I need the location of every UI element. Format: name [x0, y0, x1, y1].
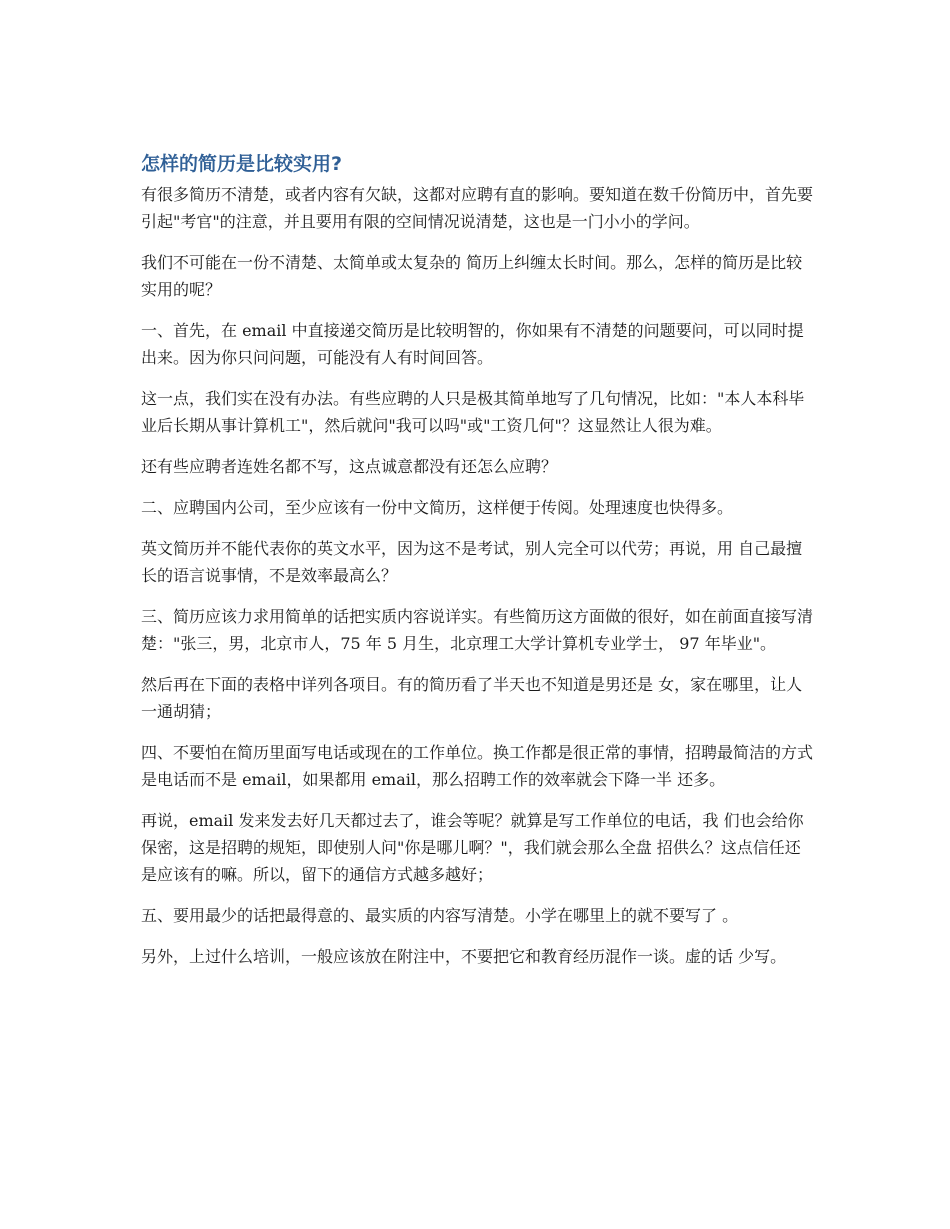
paragraph: 这一点，我们实在没有办法。有些应聘的人只是极其简单地写了几句情况，比如："本人本科毕业后长期从事计算机工"，然后就问"我可以吗"或"工资几何"？这显然让人很为难。: [141, 389, 805, 435]
paragraph: 再说，email 发来发去好几天都过去了，谁会等呢？就算是写工作单位的电话，我 们也会给你保密，这是招聘的规矩，即使别人问"你是哪儿啊？"，我们就会那么全盘 招供么？这点信任还是应该有的嘛。所以，留下的通信方式越多越好；: [141, 811, 804, 884]
document-page: [141, 150, 813, 984]
paragraph: 四、不要怕在简历里面写电话或现在的工作单位。换工作都是很正常的事情，招聘最简洁的方式是电话而不是 email，如果都用 email，那么招聘工作的效率就会下降一半 还多。: [141, 743, 814, 789]
paragraph: 有很多简历不清楚，或者内容有欠缺，这都对应聘有直的影响。要知道在数千份简历中，首先要引起"考官"的注意，并且要用有限的空间情况说清楚，这也是一门小小的学问。: [141, 185, 814, 231]
document-title: 怎样的简历是比较实用?: [141, 153, 343, 175]
paragraph: 英文简历并不能代表你的英文水平，因为这不是考试，别人完全可以代劳；再说，用 自己最擅长的语言说事情，不是效率最高么？: [141, 539, 803, 585]
paragraph: 二、应聘国内公司，至少应该有一份中文简历，这样便于传阅。处理速度也快得多。: [141, 498, 734, 517]
paragraph: 一、首先，在 email 中直接递交简历是比较明智的，你如果有不清楚的问题要问，可以同时提出来。因为你只问问题，可能没有人有时间回答。: [141, 321, 804, 367]
paragraph: 三、简历应该力求用简单的话把实质内容说详实。有些简历这方面做的很好，如在前面直接写清楚："张三，男，北京市人，75 年 5 月生，北京理工大学计算机专业学士， 97 年毕业"。: [141, 607, 814, 653]
paragraph: 还有些应聘者连姓名都不写，这点诚意都没有还怎么应聘？: [141, 457, 558, 476]
paragraph: 五、要用最少的话把最得意的、最实质的内容写清楚。小学在哪里上的就不要写了 。: [141, 906, 739, 925]
paragraph: 另外，上过什么培训，一般应该放在附注中，不要把它和教育经历混作一谈。虚的话 少写。: [141, 947, 787, 966]
paragraph: 我们不可能在一份不清楚、太简单或太复杂的 简历上纠缠太长时间。那么，怎样的简历是比较实用的呢？: [141, 253, 803, 299]
paragraph: 然后再在下面的表格中详列各项目。有的简历看了半天也不知道是男还是 女，家在哪里，让人一通胡猜；: [141, 675, 803, 721]
